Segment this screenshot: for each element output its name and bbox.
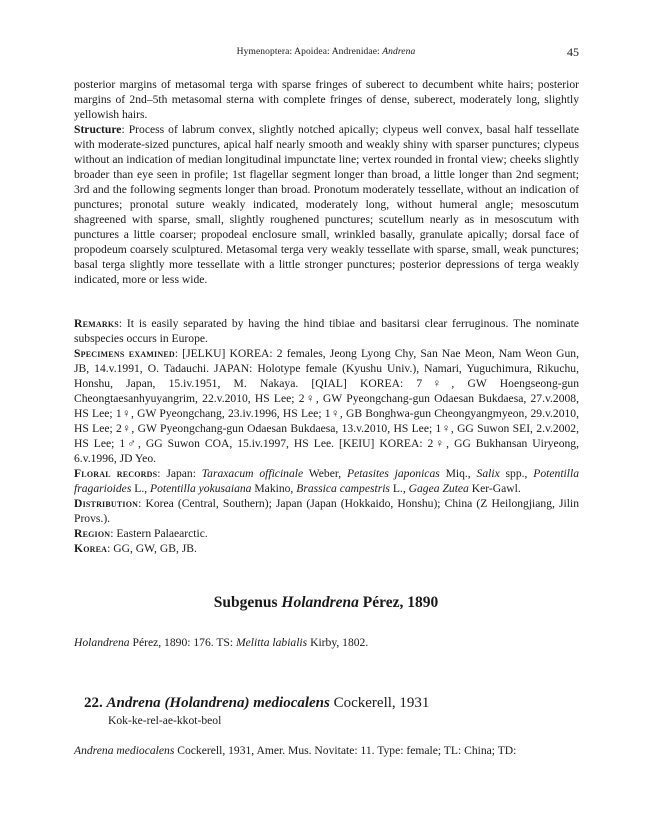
remarks-label: Remarks [74, 317, 119, 330]
floral-text: Makino, [251, 482, 297, 495]
floral-text: Ker-Gawl. [468, 482, 521, 495]
species-author: Cockerell, 1931 [329, 695, 430, 711]
species-epithet: mediocalens [249, 695, 330, 711]
subgenus-heading [0, 594, 652, 612]
floral-paragraph [74, 466, 579, 496]
structure-text: : Process of labrum convex, slightly notched apically; clypeus well convex, basal half tessellate with moderate-sized punctures, apical half nearly smooth and weakly shiny with sparser punctures; clypeus without an indication of median longitudinal impunctate line; vertex rounded in frontal view; cheeks slightly broader than eye seen in profile; 1st flagellar segment longer than broad, a little longer than 2nd segment; 3rd and the following segments longer than broad. Pronotum moderately tessellate, without an indication of punctures; pronotal suture weakly indicated, moderately long, without humeral angle; mesoscutum shagreened with sparse, small, slightly roughened punctures; scutellum nearly as in mesoscutum with punctures a little coarser; propodeal enclosure small, wrinkled basally, granulate apically; dorsal face of propodeum coarsely sculptured. Metasomal terga very weakly tessellate with sparse, small, weak punctures; basal terga slightly more tessellate with a little stronger punctures; posterior depressions of terga weakly indicated, more or less wide. [74, 123, 579, 286]
floral-text: spp., [499, 467, 534, 480]
plant-name: Petasites japonicas [346, 467, 440, 480]
taxon-notes [74, 316, 579, 556]
species-citation-name: Andrena mediocalens [74, 744, 175, 757]
species-korean-name: Kok-ke-rel-ae-kkot-beol [108, 714, 222, 727]
korea-text: : GG, GW, GB, JB. [107, 542, 197, 555]
remarks-paragraph [74, 316, 579, 346]
distribution-paragraph [74, 496, 579, 526]
floral-text: Miq., [439, 467, 477, 480]
subgenus-author: Pérez, 1890 [358, 594, 439, 611]
species-number: 22. [84, 695, 107, 711]
species-citation [74, 744, 579, 757]
region-text: : Eastern Palaearctic. [110, 527, 208, 540]
floral-text: Weber, [303, 467, 347, 480]
structure-paragraph [74, 122, 579, 287]
subgenus-citation-name: Holandrena [74, 636, 130, 649]
subgenus-citation-text: Kirby, 1802. [307, 636, 369, 649]
running-head [0, 47, 652, 57]
species-citation-text: Cockerell, 1931, Amer. Mus. Novitate: 11. Type: female; TL: China; TD: [174, 744, 517, 757]
plant-name: Gagea Zutea [408, 482, 469, 495]
korea-paragraph [74, 541, 579, 556]
subgenus-citation [74, 636, 579, 649]
floral-text: L., [389, 482, 409, 495]
specimens-label: Specimens examined [74, 347, 175, 360]
remarks-text: : It is easily separated by having the hind tibiae and basitarsi clear ferruginous. The nominate subspecies occurs in Europe. [74, 317, 579, 345]
intro-paragraph: posterior margins of metasomal terga with sparse fringes of suberect to decumbent white hairs; posterior margins of 2nd–5th metasomal sterna with complete fringes of dense, suberect, moderately long, slightly yellowish hairs. [74, 78, 579, 121]
structure-label: Structure [74, 123, 122, 136]
region-label: Region [74, 527, 111, 540]
species-genus: Andrena [106, 695, 161, 711]
floral-label: Floral records [74, 467, 158, 480]
subgenus-citation-text: Pérez, 1890: 176. TS: [129, 636, 236, 649]
korea-label: Korea [74, 542, 108, 555]
page-number: 45 [567, 45, 579, 59]
specimens-text: : [JELKU] KOREA: 2 females, Jeong Lyong Chy, San Nae Meon, Nam Weon Gun, JB, 14.v.1991, O. Tadauchi. JAPAN: Holotype female (Kyushu Univ.), Namari, Yuguchimura, Rikuchu, Honshu, Japan, 15.iv.1951, M. Nakaya. [QIAL] KOREA: 7♀, GW Hoengseong-gun Cheongtaesanhyuyangrim, 22.v.2010, HS Lee; 2♀, GW Pyeongchang-gun Odaesan Bukdaesa, 27.v.2008, HS Lee; 1♀, GW Pyeongchang, 23.iv.1996, HS Lee; 1♀, GB Bonghwa-gun Cheongyangmyeon, 29.v.2010, HS Lee; 2♀, GW Pyeongchang-gun Odaesan Bukdaesa, 13.v.2010, HS Lee; 1♀, GG Suwon SEI, 2.v.2002, HS Lee; 1♂, GG Suwon COA, 15.iv.1997, HS Lee. [KEIU] KOREA: 2♀, GG Bukhansan Uiryeong, 6.v.1996, JD Yeo. [74, 347, 579, 465]
distribution-label: Distribution [74, 497, 139, 510]
plant-name: Potentilla yokusaiana [150, 482, 252, 495]
specimens-paragraph [74, 346, 579, 466]
plant-name: Taraxacum officinale [201, 467, 304, 480]
distribution-text: : Korea (Central, Southern); Japan (Japan (Hokkaido, Honshu); China (Z Heilongjiang, Jilin Provs.). [74, 497, 579, 525]
plant-name: Potentilla fragarioides [74, 467, 580, 495]
main-text [74, 77, 579, 287]
type-species-name: Melitta labialis [236, 636, 308, 649]
plant-name: Brassica campestris [296, 482, 390, 495]
region-paragraph [74, 526, 579, 541]
running-head-genus: Andrena [382, 47, 416, 57]
species-heading [84, 695, 429, 712]
subgenus-name: Holandrena [281, 594, 359, 611]
plant-name: Salix [476, 467, 500, 480]
species-subgenus: (Holandrena) [164, 695, 250, 711]
subgenus-prefix: Subgenus [213, 594, 282, 611]
floral-text: : Japan: [157, 467, 202, 480]
floral-text: L., [131, 482, 151, 495]
running-head-prefix: Hymenoptera: Apoidea: Andrenidae: [236, 47, 383, 57]
